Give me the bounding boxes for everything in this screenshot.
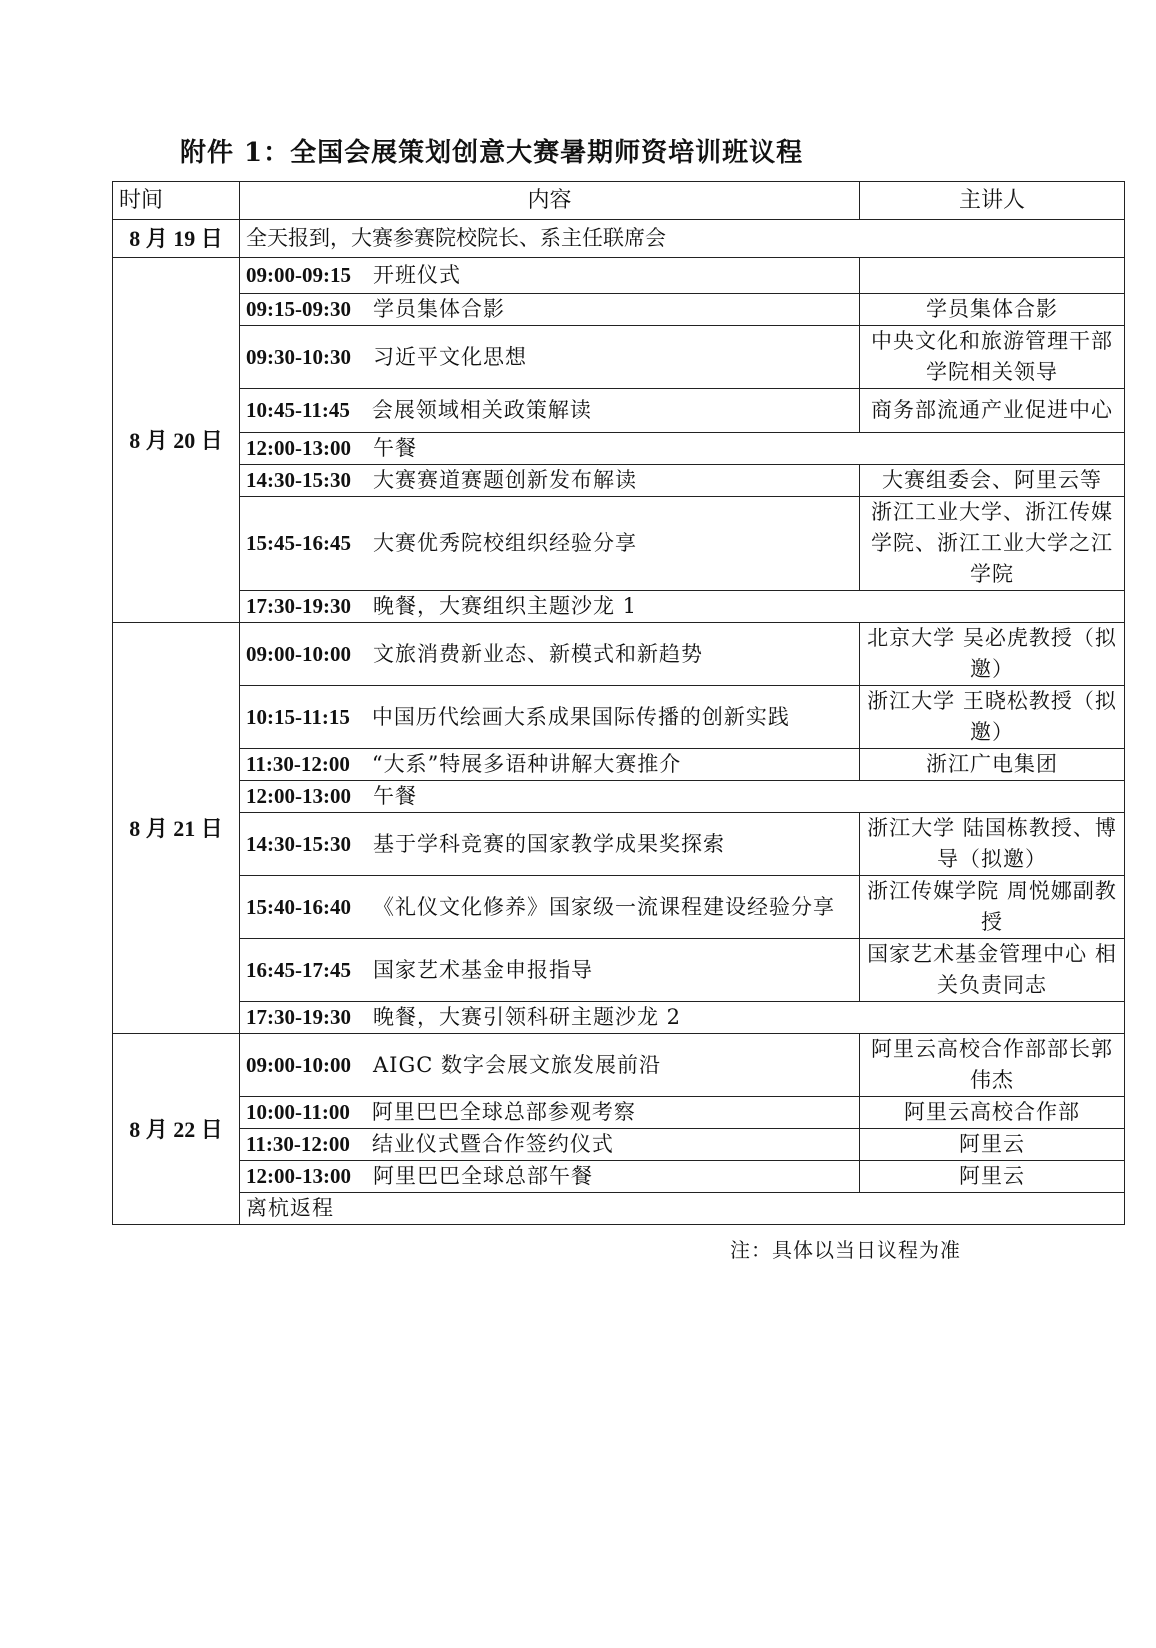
time-label: 17:30-19:30	[246, 1005, 351, 1029]
time-label: 09:00-09:15	[246, 263, 351, 287]
table-row	[113, 813, 1125, 876]
date-cell: 8 月 22 日	[113, 1034, 240, 1225]
topic-label: 午餐	[372, 436, 417, 460]
content-cell	[240, 465, 860, 497]
speaker-cell: 浙江大学 陆国栋教授、博导（拟邀）	[860, 813, 1125, 876]
content-cell: 全天报到，大赛参赛院校院长、系主任联席会	[240, 220, 1125, 258]
speaker-cell: 阿里云高校合作部部长郭伟杰	[860, 1034, 1125, 1097]
time-label: 12:00-13:00	[246, 1164, 351, 1188]
agenda-table	[112, 181, 1125, 1225]
content-cell	[240, 1161, 860, 1193]
table-row	[113, 433, 1125, 465]
page-title: 附件 1：全国会展策划创意大赛暑期师资培训班议程	[180, 138, 804, 168]
topic-label: 会展领域相关政策解读	[371, 398, 592, 422]
table-row	[113, 465, 1125, 497]
content-cell	[240, 813, 860, 876]
content-cell	[240, 939, 860, 1002]
speaker-cell: 浙江广电集团	[860, 749, 1125, 781]
time-label: 11:30-12:00	[246, 752, 350, 776]
content-cell	[240, 258, 860, 294]
table-row	[113, 220, 1125, 258]
time-label: 09:00-10:00	[246, 641, 351, 666]
time-label: 15:45-16:45	[246, 531, 351, 555]
topic-label: 国家艺术基金申报指导	[372, 957, 593, 982]
speaker-cell: 阿里云	[860, 1129, 1125, 1161]
time-label: 12:00-13:00	[246, 436, 351, 460]
topic-label: 离杭返程	[246, 1196, 334, 1220]
content-cell	[240, 294, 860, 326]
table-row	[113, 939, 1125, 1002]
table-row	[113, 294, 1125, 326]
content-cell	[240, 749, 860, 781]
table-row	[113, 781, 1125, 813]
table-row	[113, 876, 1125, 939]
table-row	[113, 686, 1125, 749]
speaker-cell: 阿里云	[860, 1161, 1125, 1193]
header-row	[113, 182, 1125, 220]
table-row	[113, 326, 1125, 389]
content-cell	[240, 326, 860, 389]
speaker-cell: 阿里云高校合作部	[860, 1097, 1125, 1129]
date-cell: 8 月 21 日	[113, 623, 240, 1034]
table-row	[113, 591, 1125, 623]
topic-label: 晚餐，大赛组织主题沙龙 1	[372, 594, 638, 618]
topic-label: “大系”特展多语种讲解大赛推介	[371, 752, 682, 776]
topic-label: 学员集体合影	[372, 297, 505, 321]
table-row	[113, 749, 1125, 781]
topic-label: 文旅消费新业态、新模式和新趋势	[372, 641, 703, 666]
content-cell	[240, 876, 860, 939]
table-row	[113, 1161, 1125, 1193]
time-label: 11:30-12:00	[246, 1132, 350, 1156]
content-cell	[240, 433, 1125, 465]
speaker-cell	[860, 258, 1125, 294]
table-row	[113, 623, 1125, 686]
time-label: 14:30-15:30	[246, 468, 351, 492]
topic-label: 习近平文化思想	[372, 344, 527, 369]
topic-label: 中国历代绘画大系成果国际传播的创新实践	[371, 704, 790, 729]
speaker-cell: 北京大学 吴必虎教授（拟邀）	[860, 623, 1125, 686]
topic-label: 基于学科竞赛的国家教学成果奖探索	[372, 831, 725, 856]
table-row	[113, 1097, 1125, 1129]
topic-label: 晚餐，大赛引领科研主题沙龙 2	[372, 1005, 682, 1029]
content-cell	[240, 1097, 860, 1129]
content-cell	[240, 1193, 1125, 1225]
topic-label: 阿里巴巴全球总部参观考察	[371, 1100, 636, 1124]
time-label: 14:30-15:30	[246, 831, 351, 856]
speaker-cell: 浙江大学 王晓松教授（拟邀）	[860, 686, 1125, 749]
header-speaker: 主讲人	[860, 182, 1125, 220]
header-time: 时间	[113, 182, 240, 220]
content-cell	[240, 686, 860, 749]
table-row	[113, 1002, 1125, 1034]
topic-label: 阿里巴巴全球总部午餐	[372, 1164, 593, 1188]
topic-label: 大赛优秀院校组织经验分享	[372, 531, 637, 555]
content-cell	[240, 389, 860, 433]
content-cell	[240, 623, 860, 686]
speaker-cell: 学员集体合影	[860, 294, 1125, 326]
time-label: 09:00-10:00	[246, 1052, 351, 1077]
content-cell	[240, 591, 1125, 623]
content-cell	[240, 1129, 860, 1161]
speaker-cell: 大赛组委会、阿里云等	[860, 465, 1125, 497]
date-cell: 8 月 19 日	[113, 220, 240, 258]
topic-label: AIGC 数字会展文旅发展前沿	[372, 1052, 661, 1077]
table-row	[113, 1034, 1125, 1097]
topic-label: 《礼仪文化修养》国家级一流课程建设经验分享	[372, 894, 835, 919]
content-cell	[240, 781, 1125, 813]
speaker-cell: 国家艺术基金管理中心 相关负责同志	[860, 939, 1125, 1002]
speaker-cell: 中央文化和旅游管理干部学院相关领导	[860, 326, 1125, 389]
topic-label: 开班仪式	[372, 263, 461, 287]
speaker-cell: 浙江工业大学、浙江传媒学院、浙江工业大学之江学院	[860, 497, 1125, 591]
table-row	[113, 1193, 1125, 1225]
time-label: 09:15-09:30	[246, 297, 351, 321]
header-content: 内容	[240, 182, 860, 220]
footnote: 注：具体以当日议程为准	[730, 1238, 961, 1262]
table-row	[113, 497, 1125, 591]
time-label: 16:45-17:45	[246, 957, 351, 982]
topic-label: 午餐	[372, 784, 417, 808]
speaker-cell: 商务部流通产业促进中心	[860, 389, 1125, 433]
speaker-cell: 浙江传媒学院 周悦娜副教授	[860, 876, 1125, 939]
time-label: 15:40-16:40	[246, 894, 351, 919]
table-row	[113, 1129, 1125, 1161]
content-cell	[240, 1002, 1125, 1034]
content-cell	[240, 1034, 860, 1097]
time-label: 10:15-11:15	[246, 704, 350, 729]
time-label: 10:45-11:45	[246, 398, 350, 422]
date-cell: 8 月 20 日	[113, 258, 240, 623]
content-cell	[240, 497, 860, 591]
time-label: 09:30-10:30	[246, 344, 351, 369]
time-label: 12:00-13:00	[246, 784, 351, 808]
topic-label: 大赛赛道赛题创新发布解读	[372, 468, 637, 492]
table-row	[113, 389, 1125, 433]
topic-label: 结业仪式暨合作签约仪式	[371, 1132, 614, 1156]
table-row	[113, 258, 1125, 294]
time-label: 17:30-19:30	[246, 594, 351, 618]
time-label: 10:00-11:00	[246, 1100, 350, 1124]
